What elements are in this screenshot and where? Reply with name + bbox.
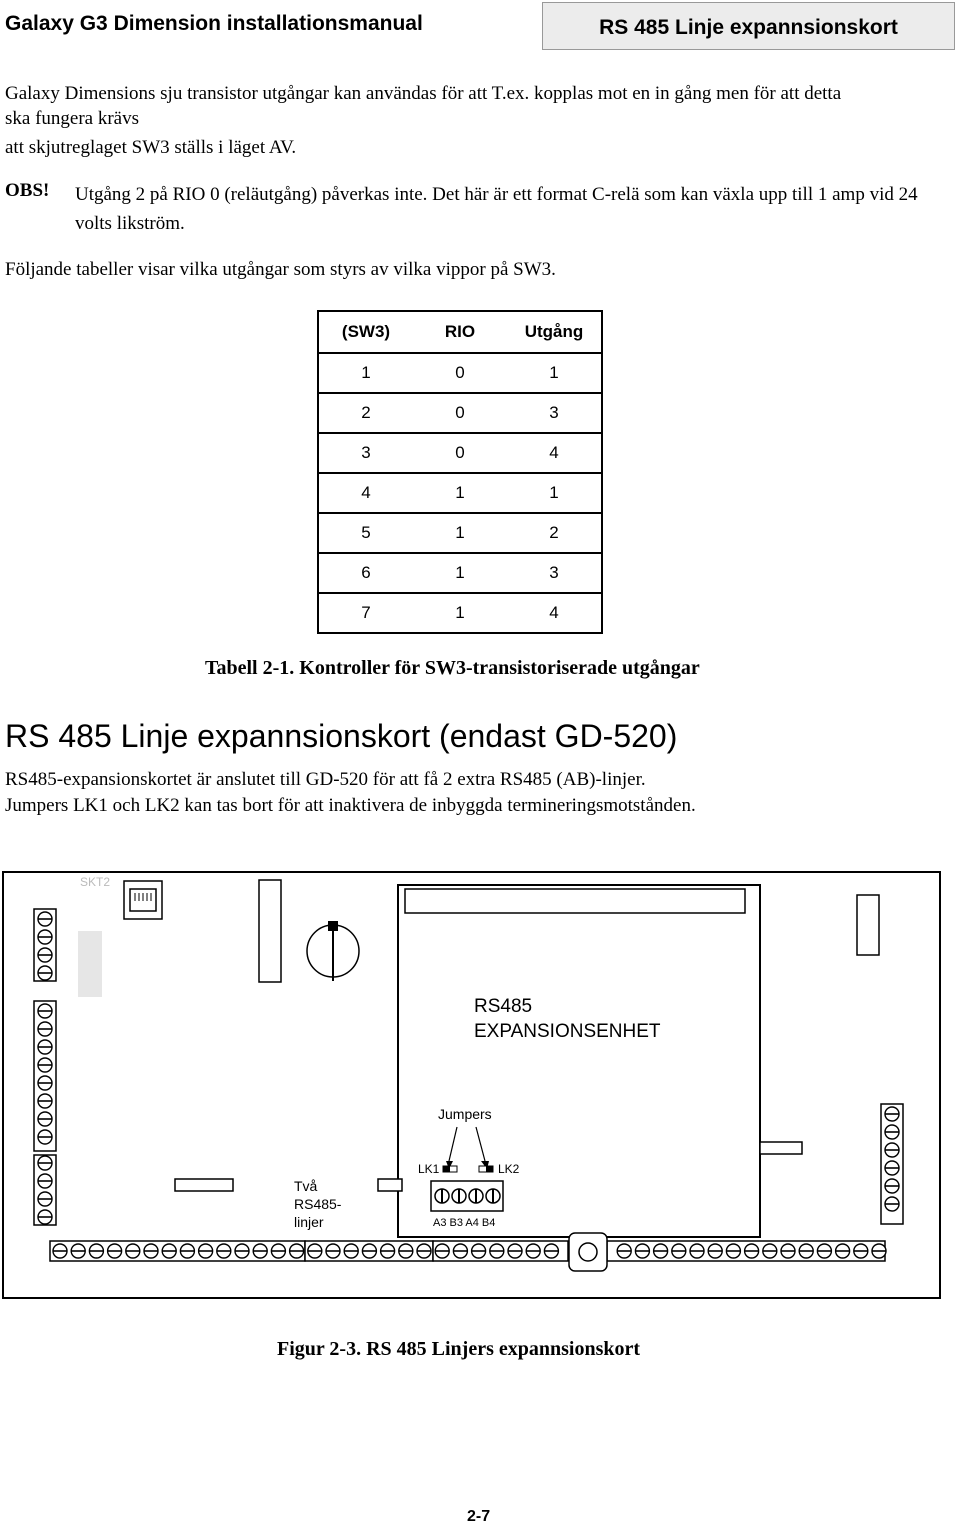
table-cell: 3 (507, 553, 602, 593)
screw-terminal-icon (89, 1244, 103, 1258)
section-line-2: Jumpers LK1 och LK2 kan tas bort för att inaktivera de inbyggda termineringsmotstånden. (5, 795, 696, 816)
intro-line-2: ska fungera krävs (5, 108, 140, 129)
screw-terminal-icon (290, 1244, 304, 1258)
screw-terminal-icon (726, 1244, 740, 1258)
screw-terminal-icon (235, 1244, 249, 1258)
screw-terminal-icon (885, 1161, 899, 1175)
screw-terminal-icon (745, 1244, 759, 1258)
screw-terminal-icon (38, 1040, 52, 1054)
table-cell: 1 (507, 473, 602, 513)
screw-terminal-icon (180, 1244, 194, 1258)
screw-terminal-icon (38, 1094, 52, 1108)
screw-terminal-icon (38, 1130, 52, 1144)
table-row (318, 593, 602, 633)
table-cell: 6 (318, 553, 413, 593)
table-row (318, 353, 602, 393)
table-cell: 4 (507, 593, 602, 633)
screw-terminal-icon (472, 1244, 486, 1258)
module-label-2: EXPANSIONSENHET (474, 1021, 661, 1042)
header-utgang: Utgång (507, 311, 602, 353)
table-cell: 2 (507, 513, 602, 553)
screw-terminal-icon (38, 1022, 52, 1036)
screw-terminal-icon (885, 1107, 899, 1121)
page-number: 2-7 (467, 1508, 491, 1525)
pin-header-icon (259, 880, 281, 982)
section-header-box: RS 485 Linje expannsionskort (542, 2, 955, 50)
screw-terminal-icon (38, 1112, 52, 1126)
obs-label: OBS! (5, 180, 50, 201)
screw-terminal-icon (872, 1244, 886, 1258)
screw-terminal-icon (399, 1244, 413, 1258)
two-lines-label-1: Två (294, 1178, 318, 1194)
lk1-label: LK1 (418, 1162, 440, 1176)
sw3-table (317, 310, 603, 634)
lk2-label: LK2 (498, 1162, 520, 1176)
table-row (318, 473, 602, 513)
intro-line-3: att skjutreglaget SW3 ställs i läget AV. (5, 137, 297, 158)
screw-terminal-icon (763, 1244, 777, 1258)
screw-terminal-icon (362, 1244, 376, 1258)
section-line-1: RS485-expansionskortet är anslutet till GD-520 för att få 2 extra RS485 (AB)-linjer. (5, 769, 646, 790)
jumpers-label: Jumpers (438, 1106, 492, 1122)
screw-terminal-icon (271, 1244, 285, 1258)
screw-terminal-icon (253, 1244, 267, 1258)
table-cell: 2 (318, 393, 413, 433)
screw-terminal-icon (617, 1244, 631, 1258)
screw-terminal-icon (38, 948, 52, 962)
table-cell: 1 (413, 553, 507, 593)
table-cell: 0 (413, 433, 507, 473)
screw-terminal-icon (381, 1244, 395, 1258)
table-cell: 1 (318, 353, 413, 393)
screw-terminal-icon (199, 1244, 213, 1258)
screw-terminal-icon (126, 1244, 140, 1258)
header-sw3: (SW3) (318, 311, 413, 353)
screw-terminal-icon (417, 1244, 431, 1258)
screw-terminal-icon (38, 1192, 52, 1206)
table-row (318, 553, 602, 593)
screw-terminal-icon (799, 1244, 813, 1258)
screw-terminal-icon (38, 930, 52, 944)
table-cell: 1 (413, 513, 507, 553)
table-header-row (318, 311, 602, 353)
screw-terminal-icon (817, 1244, 831, 1258)
phone-jack-icon (124, 881, 162, 919)
table-cell: 3 (318, 433, 413, 473)
screw-terminal-icon (144, 1244, 158, 1258)
screw-terminal-icon (308, 1244, 322, 1258)
circuit-board-figure (2, 871, 942, 1299)
screw-terminal-icon (326, 1244, 340, 1258)
screw-terminal-icon (38, 1174, 52, 1188)
figure-caption: Figur 2-3. RS 485 Linjers expannsionskort (277, 1338, 641, 1360)
section-text (5, 767, 955, 819)
screw-terminal-icon (108, 1244, 122, 1258)
screw-terminal-icon (526, 1244, 540, 1258)
table-row (318, 433, 602, 473)
table-intro: Följande tabeller visar vilka utgångar som styrs av vilka vippor på SW3. (5, 259, 556, 280)
table-cell: 3 (507, 393, 602, 433)
table-cell: 1 (507, 353, 602, 393)
screw-terminal-icon (708, 1244, 722, 1258)
screw-terminal-icon (635, 1244, 649, 1258)
obs-text: Utgång 2 på RIO 0 (reläutgång) påverkas inte. Det här är ett format C-relä som kan växla upp till 1 amp vid 24 volts likström. (75, 184, 918, 234)
screw-terminal-icon (781, 1244, 795, 1258)
screw-terminal-icon (38, 1156, 52, 1170)
screw-terminal-icon (38, 912, 52, 926)
screw-terminal-icon (71, 1244, 85, 1258)
screw-terminal-icon (162, 1244, 176, 1258)
screw-terminal-icon (490, 1244, 504, 1258)
intro-line-1: Galaxy Dimensions sju transistor utgångar kan användas för att T.ex. kopplas mot en in gång men för att detta (5, 83, 842, 104)
header-rio: RIO (413, 311, 507, 353)
screw-terminal-icon (690, 1244, 704, 1258)
table-cell: 7 (318, 593, 413, 633)
screw-terminal-icon (38, 1004, 52, 1018)
screw-terminal-icon (836, 1244, 850, 1258)
screw-terminal-icon (344, 1244, 358, 1258)
screw-terminal-icon (53, 1244, 67, 1258)
document-title: Galaxy G3 Dimension installationsmanual (5, 12, 423, 35)
two-lines-label-3: linjer (294, 1214, 324, 1230)
rs485-module (398, 885, 760, 1237)
screw-terminal-icon (672, 1244, 686, 1258)
table-caption: Tabell 2-1. Kontroller för SW3-transistoriserade utgångar (205, 657, 700, 679)
screw-terminal-icon (885, 1143, 899, 1157)
screw-terminal-icon (654, 1244, 668, 1258)
section-title: RS 485 Linje expannsionskort (endast GD-520) (5, 718, 678, 754)
terminal-labels: A3 B3 A4 B4 (433, 1217, 496, 1229)
screw-terminal-icon (38, 1210, 52, 1224)
table-row (318, 393, 602, 433)
two-lines-label-2: RS485- (294, 1196, 342, 1212)
table-cell: 0 (413, 353, 507, 393)
table-cell: 4 (507, 433, 602, 473)
sktz-label: SKT2 (80, 875, 111, 889)
screw-terminal-icon (544, 1244, 558, 1258)
screw-terminal-icon (38, 966, 52, 980)
table-cell: 1 (413, 593, 507, 633)
table-cell: 1 (413, 473, 507, 513)
screw-terminal-icon (217, 1244, 231, 1258)
screw-terminal-icon (453, 1244, 467, 1258)
screw-terminal-icon (435, 1244, 449, 1258)
table-row (318, 513, 602, 553)
screw-terminal-icon (508, 1244, 522, 1258)
table-cell: 0 (413, 393, 507, 433)
screw-terminal-icon (885, 1125, 899, 1139)
table-cell: 4 (318, 473, 413, 513)
table-cell: 5 (318, 513, 413, 553)
screw-terminal-icon (38, 1076, 52, 1090)
screw-terminal-icon (885, 1197, 899, 1211)
module-label-1: RS485 (474, 996, 533, 1017)
screw-terminal-icon (854, 1244, 868, 1258)
screw-terminal-icon (38, 1058, 52, 1072)
screw-terminal-icon (885, 1179, 899, 1193)
